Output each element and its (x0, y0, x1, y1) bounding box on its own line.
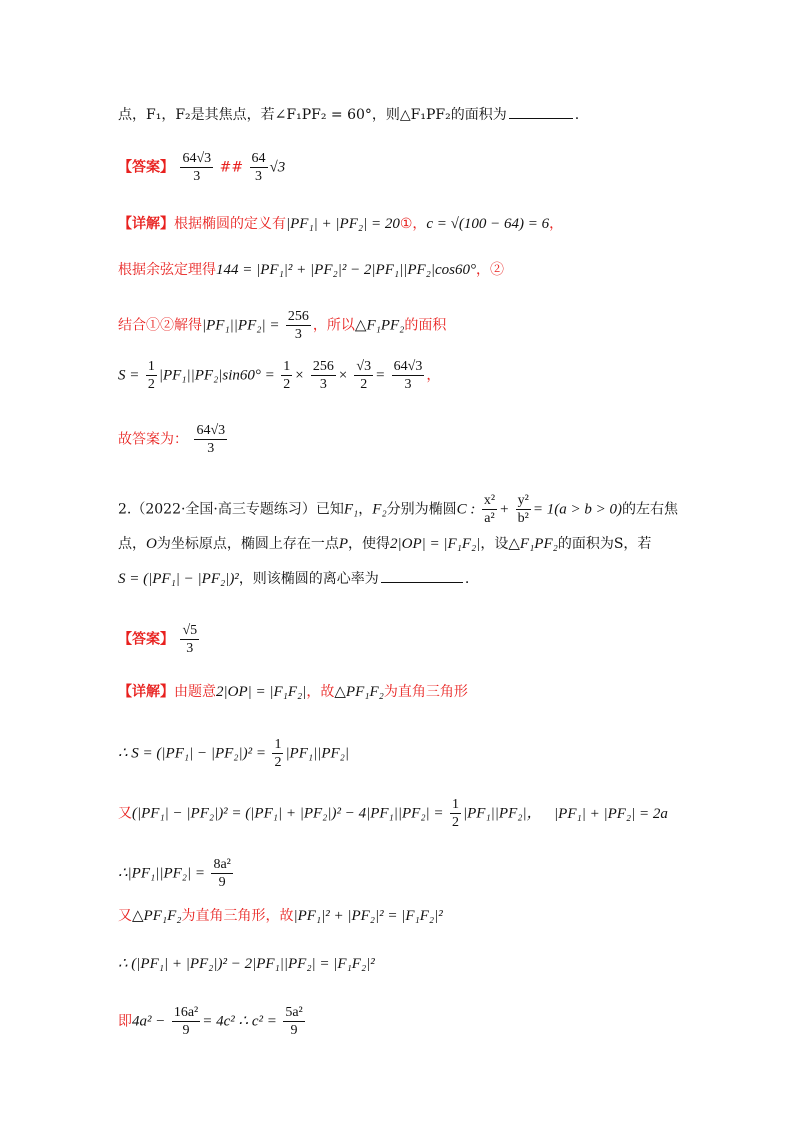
fraction (283, 1004, 304, 1039)
math: △PF₁F₂ (334, 684, 384, 700)
math: 2|OP| = |F₁F₂| (390, 536, 481, 552)
numerator: 1 (147, 359, 155, 374)
detail-1 (118, 214, 563, 234)
denominator: 9 (218, 875, 226, 890)
fraction (272, 736, 283, 771)
denominator: 3 (186, 641, 194, 656)
denominator: 3 (255, 169, 263, 184)
answer-2 (118, 622, 201, 657)
denominator: 2 (360, 377, 368, 392)
fraction (146, 358, 157, 393)
text: 点， (118, 536, 146, 552)
detail-2 (118, 260, 504, 280)
numerator: 64√3 (182, 151, 212, 166)
denominator: 2 (452, 815, 460, 830)
step-4 (118, 906, 443, 926)
math: 144 = |PF₁|² + |PF₂|² − 2|PF₁||PF₂|cos60° (216, 262, 477, 278)
math: c = √(100 − 64) = 6 (426, 216, 550, 232)
detail-3 (118, 308, 446, 343)
math: △PF₁F₂ (132, 908, 182, 924)
denominator: 9 (182, 1023, 190, 1038)
math: P (338, 536, 349, 552)
numerator: 64√3 (196, 423, 226, 438)
math: S = (|PF₁| − |PF₂|)² (118, 571, 239, 587)
line-1 (118, 104, 579, 125)
math: 2|OP| = |F₁F₂| (216, 684, 307, 700)
numerator: 64 (251, 151, 266, 166)
text: ，所以 (312, 317, 355, 334)
math: √3 (269, 159, 286, 176)
fraction (311, 358, 336, 393)
text: ，故 (306, 684, 335, 700)
denominator: 3 (193, 169, 201, 184)
text: 根据余弦定理得 (118, 262, 216, 278)
math: |PF₁| + |PF₂| = 20 (286, 216, 400, 232)
text: 结合①②解得 (118, 317, 202, 334)
numerator: 8a² (213, 857, 231, 872)
fraction (516, 492, 531, 527)
fraction (354, 358, 373, 393)
text: 为坐标原点，椭圆上存在一点 (156, 536, 339, 552)
fraction (281, 358, 292, 393)
text: 又 (118, 805, 132, 822)
step-2 (118, 796, 668, 831)
step-5 (118, 954, 375, 974)
fraction (450, 796, 461, 831)
numerator: y² (517, 493, 529, 508)
detail-4: S = $\frac{1}{2}$ |PF₁||PF₂|sin60° = $\frac{1}{2}$ × $\frac{256}{3}$ × $\frac{√3}{2}$ = $\frac{64√3}{3}$ ， (118, 359, 441, 392)
denominator: 9 (290, 1023, 298, 1038)
numerator: x² (483, 493, 496, 508)
math: (|PF₁| − |PF₂|)² = (|PF₁| + |PF₂|)² − 4|PF₁||PF₂| = (132, 805, 444, 822)
numerator: 5a² (285, 1005, 303, 1020)
math: S = (118, 367, 140, 384)
math: = 1(a > b > 0) (532, 501, 622, 518)
text: ，则该椭圆的离心率为 (238, 571, 379, 587)
text: 的面积为S，若 (557, 536, 652, 552)
detail-tag: 【详解】 (118, 216, 174, 232)
denominator: 3 (294, 327, 302, 342)
math: ∴ (|PF₁| + |PF₂|)² − 2|PF₁||PF₂| = |F₁F₂|² (118, 956, 375, 972)
separator: ## (219, 159, 244, 176)
text: 故答案为： (118, 431, 188, 448)
detail-6 (118, 682, 468, 702)
math: △F₁PF₂ (508, 536, 558, 552)
period: . (464, 571, 470, 587)
answer-blank (509, 104, 573, 119)
math: |PF₁|² + |PF₂|² = |F₁F₂|² (293, 908, 443, 924)
denominator: 3 (319, 377, 327, 392)
text: ①， (399, 216, 427, 232)
text: 点，F₁，F₂是其焦点，若∠F₁PF₂ = 60°，则△F₁PF₂的面积为 (118, 107, 507, 123)
fraction (250, 150, 268, 185)
text: ， (358, 501, 373, 518)
text: 2.（2022·全国·高三专题练习）已知 (118, 501, 344, 518)
fraction (211, 856, 232, 891)
period: . (574, 107, 580, 123)
denominator: b² (517, 511, 529, 526)
text: 为直角三角形，故 (181, 908, 294, 924)
numerator: 256 (312, 359, 334, 374)
math: F₂ (372, 501, 387, 518)
fraction (482, 492, 497, 527)
question-2-line-2 (118, 534, 651, 554)
numerator: 16a² (173, 1005, 199, 1020)
math: O (146, 536, 157, 552)
answer-tag: 【答案】 (118, 159, 174, 176)
text: 的左右焦 (621, 501, 678, 518)
denominator: 3 (404, 377, 412, 392)
question-2-line-3 (118, 568, 469, 589)
math: C : (456, 501, 476, 518)
math: |PF₁| + |PF₂| = 2a (554, 805, 668, 822)
math: |PF₁||PF₂| (285, 745, 350, 762)
math: ∴ S = (|PF₁| − |PF₂|)² = (118, 745, 266, 762)
text: ， (549, 216, 564, 232)
text: ，② (476, 262, 505, 278)
denominator: 3 (207, 441, 215, 456)
fraction (180, 150, 213, 185)
numerator: 64√3 (393, 359, 423, 374)
math: △F₁PF₂ (354, 317, 405, 334)
text: 又 (118, 908, 132, 924)
fraction (286, 308, 311, 343)
answer-blank (381, 568, 463, 583)
math: ∴|PF₁||PF₂| = (118, 865, 205, 882)
math: |PF₁||PF₂|sin60° = (158, 367, 275, 384)
fraction (172, 1004, 200, 1039)
text: 的面积 (404, 317, 447, 334)
text: 根据椭圆的定义有 (174, 216, 286, 232)
detail-tag: 【详解】 (118, 684, 174, 700)
answer-1 (118, 150, 285, 185)
numerator: 1 (452, 797, 460, 812)
step-6 (118, 1004, 307, 1039)
denominator: a² (484, 511, 495, 526)
numerator: 1 (283, 359, 291, 374)
math: |PF₁||PF₂| = (202, 317, 280, 334)
denominator: 2 (147, 377, 155, 392)
math: = 4c² ∴ c² = (202, 1013, 277, 1030)
question-2-line-1: 2.（2022·全国·高三专题练习）已知F₁，F₂分别为椭圆C : $\frac{\text{x²}}{\text{a²}}$ + $\frac{\text{y²}}{\text{b²}}$ = 1(a > b > 0)的左右焦 (118, 493, 678, 526)
math: F₁ (343, 501, 359, 518)
step-3 (118, 856, 235, 891)
denominator: 2 (274, 755, 282, 770)
answer-tag: 【答案】 (118, 631, 174, 648)
denominator: 2 (283, 377, 291, 392)
text: ，设 (480, 536, 509, 552)
text: ，使得 (348, 536, 391, 552)
math: |PF₁||PF₂|， (463, 805, 542, 822)
text: 分别为椭圆 (386, 501, 457, 518)
math: 4a² − (132, 1013, 166, 1030)
numerator: √3 (356, 359, 372, 374)
step-1 (118, 736, 349, 771)
fraction (194, 422, 227, 457)
text: 为直角三角形 (383, 684, 468, 700)
text: ， (426, 367, 441, 384)
numerator: 256 (287, 309, 309, 324)
text: 即 (118, 1013, 132, 1030)
numerator: 1 (274, 737, 282, 752)
numerator: √5 (182, 623, 198, 638)
detail-5 (118, 422, 229, 457)
text: 由题意 (174, 684, 216, 700)
fraction (392, 358, 425, 393)
fraction (180, 622, 199, 657)
